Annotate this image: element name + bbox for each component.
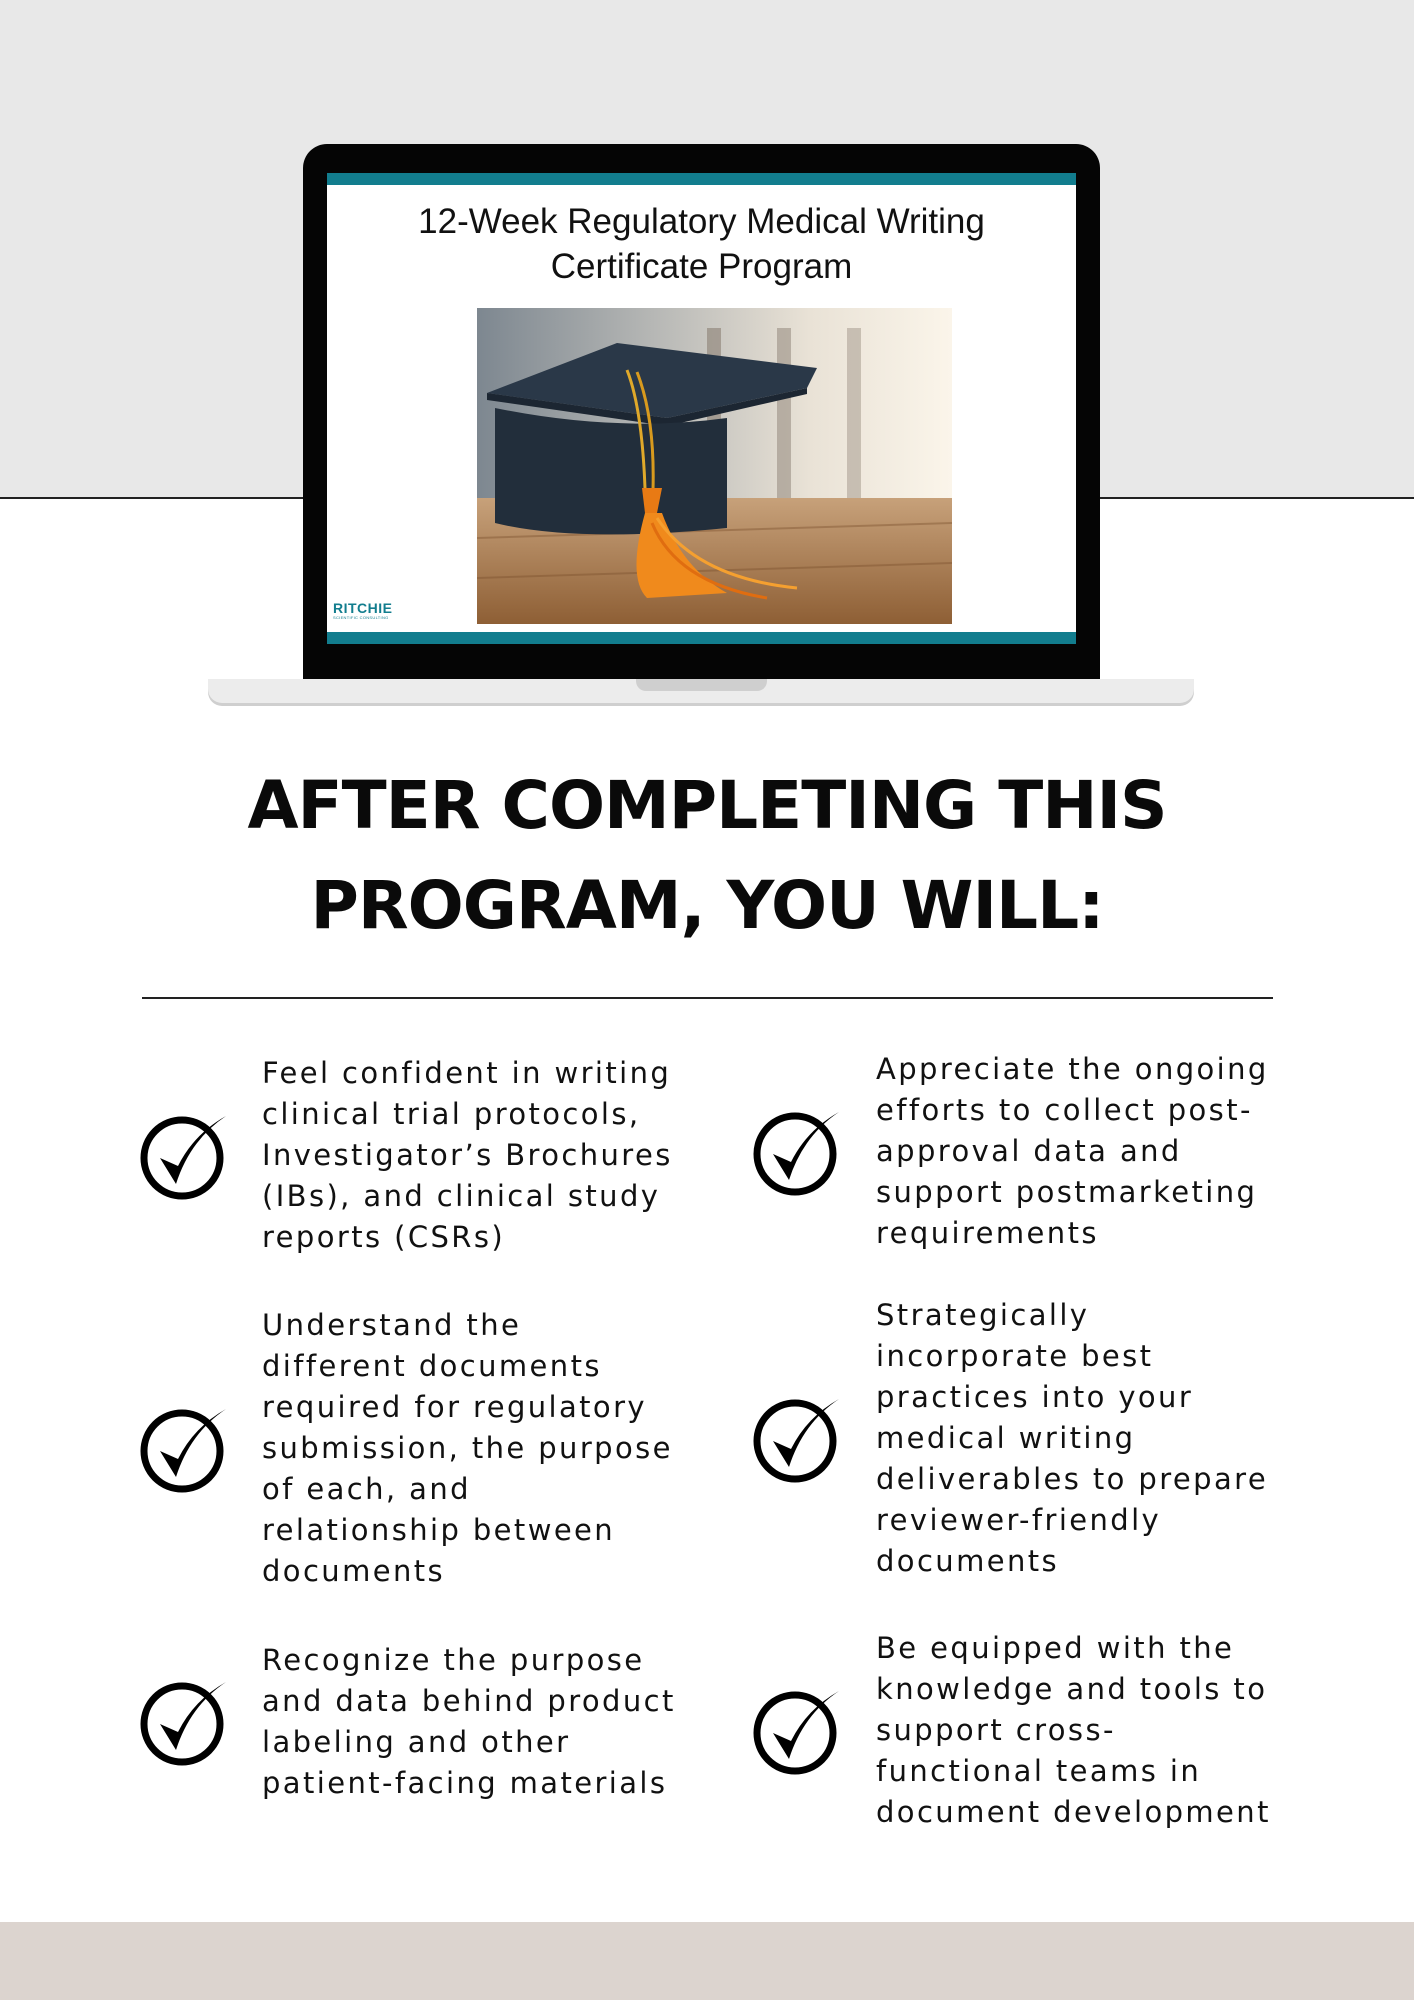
benefit-text-line: practices into your (876, 1380, 1194, 1414)
logo-subtitle: SCIENTIFIC CONSULTING (333, 615, 389, 620)
benefit-text (876, 1628, 1336, 1833)
logo-name: RITCHIE (333, 600, 393, 616)
benefit-text-line: relationship between (262, 1513, 616, 1547)
graduation-cap-icon (477, 308, 952, 624)
benefit-text (876, 1295, 1336, 1582)
checkmark-circle-icon (140, 1403, 230, 1495)
benefit-text (876, 1049, 1336, 1254)
benefit-text-line: medical writing (876, 1421, 1136, 1455)
benefit-text-line: incorporate best (876, 1339, 1154, 1373)
benefit-text-line: functional teams in (876, 1754, 1202, 1788)
checkmark-circle-icon (753, 1685, 843, 1777)
benefit-text-line: efforts to collect post- (876, 1093, 1253, 1127)
slide-title-line: Certificate Program (550, 247, 853, 286)
benefit-text (262, 1305, 722, 1592)
benefit-text-line: Strategically (876, 1298, 1090, 1332)
benefit-text-line: labeling and other (262, 1725, 571, 1759)
benefit-text-line: documents (262, 1554, 446, 1588)
checkmark-circle-icon (753, 1393, 843, 1485)
benefit-text-line: required for regulatory (262, 1390, 647, 1424)
benefit-text-line: Investigator’s Brochures (262, 1138, 673, 1172)
benefit-text-line: Appreciate the ongoing (876, 1052, 1269, 1086)
benefit-text-line: Recognize the purpose (262, 1643, 645, 1677)
benefit-text-line: reviewer-friendly (876, 1503, 1162, 1537)
bottom-background-band (0, 1922, 1414, 2000)
benefit-text-line: patient-facing materials (262, 1766, 668, 1800)
benefit-text (262, 1640, 722, 1804)
benefit-text-line: and data behind product (262, 1684, 676, 1718)
benefit-text-line: different documents (262, 1349, 602, 1383)
benefit-text-line: requirements (876, 1216, 1099, 1250)
benefit-text-line: Understand the (262, 1308, 522, 1342)
benefit-text-line: reports (CSRs) (262, 1220, 506, 1254)
heading-divider-line (142, 997, 1273, 999)
checkmark-circle-icon (753, 1106, 843, 1198)
benefit-text-line: knowledge and tools to (876, 1672, 1268, 1706)
benefit-text-line: support cross- (876, 1713, 1116, 1747)
benefit-text-line: approval data and (876, 1134, 1182, 1168)
checkmark-circle-icon (140, 1676, 230, 1768)
presentation-slide (327, 173, 1076, 644)
slide-title (327, 199, 1076, 289)
benefit-text-line: clinical trial protocols, (262, 1097, 641, 1131)
benefit-text-line: submission, the purpose (262, 1431, 673, 1465)
slide-title-line: 12-Week Regulatory Medical Writing (418, 202, 985, 241)
laptop-notch (636, 679, 767, 691)
slide-bottom-bar (327, 632, 1076, 644)
heading-line: AFTER COMPLETING THIS (247, 767, 1167, 844)
section-heading (0, 756, 1414, 956)
benefit-text (262, 1053, 722, 1258)
benefit-text-line: document development (876, 1795, 1271, 1829)
heading-line: PROGRAM, YOU WILL: (310, 867, 1104, 944)
benefit-text-line: Be equipped with the (876, 1631, 1235, 1665)
slide-top-bar (327, 173, 1076, 185)
checkmark-circle-icon (140, 1110, 230, 1202)
graduation-cap-photo (477, 308, 952, 624)
benefit-text-line: of each, and (262, 1472, 471, 1506)
benefit-text-line: support postmarketing (876, 1175, 1258, 1209)
benefit-text-line: Feel confident in writing (262, 1056, 672, 1090)
benefit-text-line: documents (876, 1544, 1060, 1578)
benefit-text-line: deliverables to prepare (876, 1462, 1269, 1496)
benefit-text-line: (IBs), and clinical study (262, 1179, 661, 1213)
ritchie-logo (333, 601, 393, 621)
